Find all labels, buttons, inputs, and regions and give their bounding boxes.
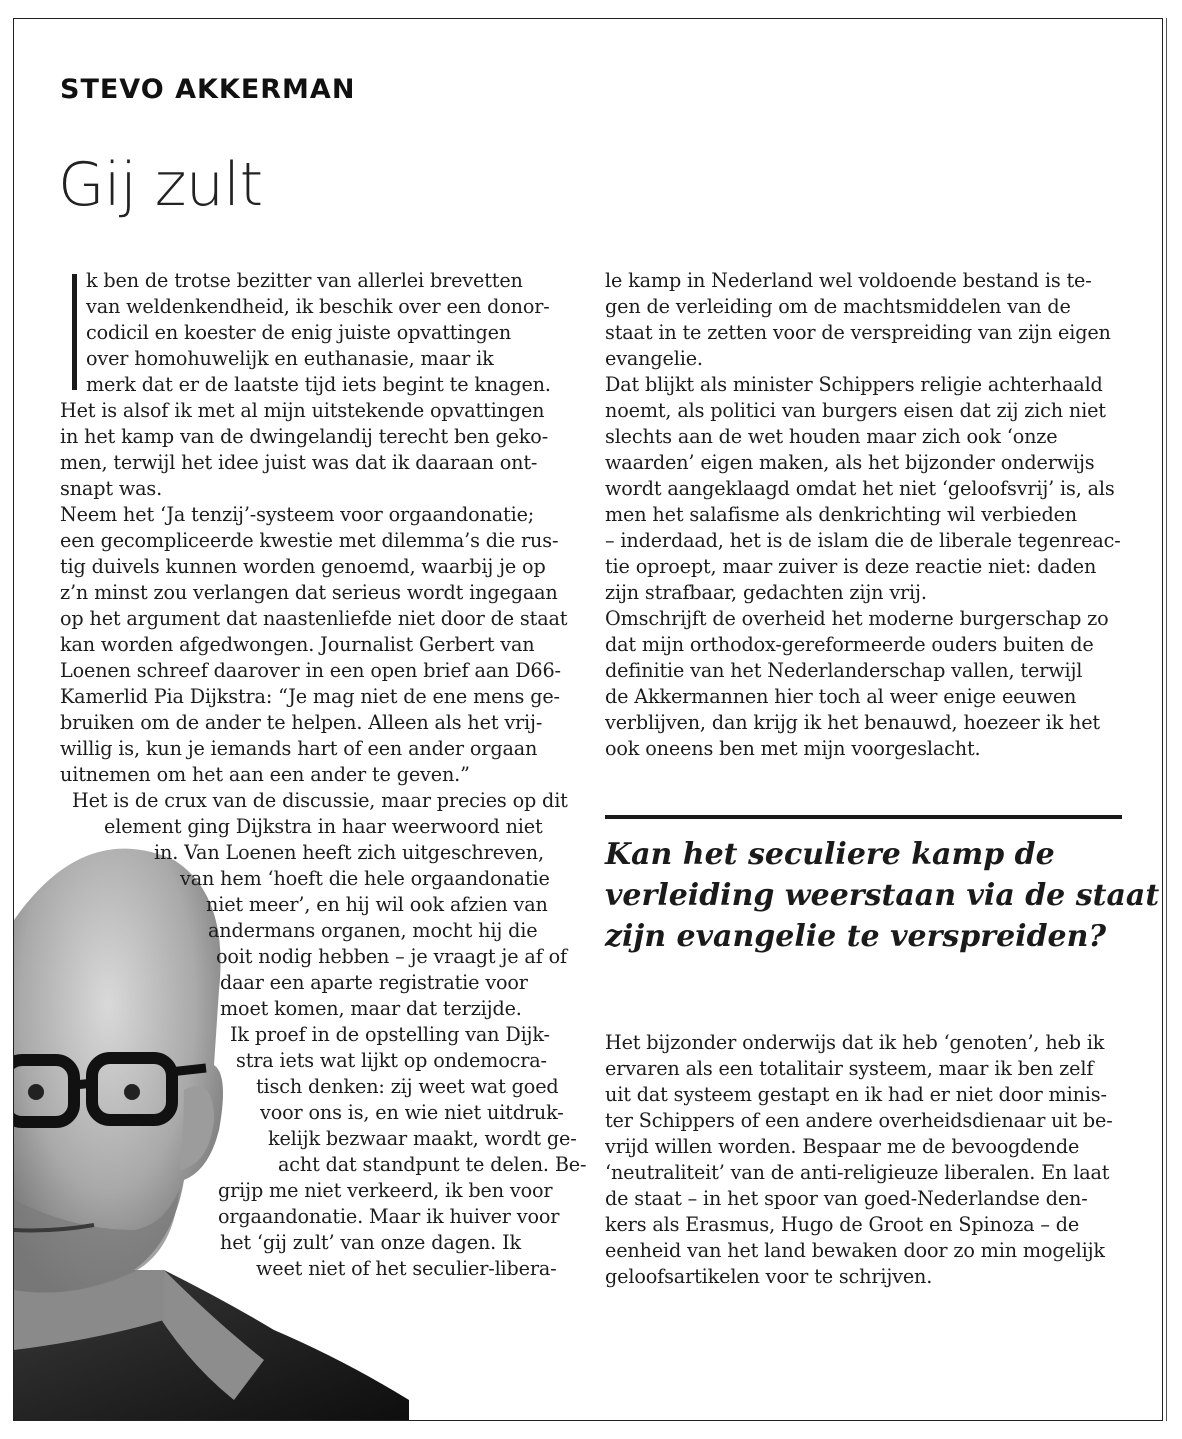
text-line: tie oproept, maar zuiver is deze reactie niet: daden [605,555,1097,578]
text-line: ter Schippers of een andere overheidsdienaar uit be- [605,1109,1113,1132]
text-line: definitie van het Nederlanderschap vallen, terwijl [605,659,1083,682]
text-line: Kamerlid Pia Dijkstra: “Je mag niet de ene mens ge- [60,685,560,708]
page-edge-rule [1166,18,1167,1421]
text-line: element ging Dijkstra in haar weerwoord niet [104,815,543,838]
text-line: staat in te zetten voor de verspreiding van zijn eigen [605,321,1111,344]
pull-quote-line: Kan het seculiere kamp de [605,837,1055,872]
text-line: uit dat systeem gestapt en ik had er niet door minis- [605,1083,1107,1106]
text-line: verblijven, dan krijg ik het benauwd, hoezeer ik het [605,711,1100,734]
text-line: codicil en koester de enig juiste opvattingen [86,321,512,344]
text-line: op het argument dat naastenliefde niet door de staat [60,607,568,630]
text-line: kers als Erasmus, Hugo de Groot en Spinoza – de [605,1213,1080,1236]
text-line: ‘neutraliteit’ van de anti-religieuze liberalen. En laat [605,1161,1110,1184]
text-line: – inderdaad, het is de islam die de liberale tegenreac- [605,529,1121,552]
text-line: eenheid van het land bewaken door zo min mogelijk [605,1239,1105,1262]
text-line: ook oneens ben met mijn voorgeslacht. [605,737,981,760]
text-line: men, terwijl het idee juist was dat ik daaraan ont- [60,451,538,474]
text-line: ervaren als een totalitair systeem, maar ik ben zelf [605,1057,1094,1080]
text-line: kan worden afgedwongen. Journalist Gerbert van [60,633,535,656]
text-line: noemt, als politici van burgers eisen dat zij zich niet [605,399,1106,422]
text-line: vrijd willen worden. Bespaar me de bevoogdende [605,1135,1080,1158]
text-line: merk dat er de laatste tijd iets begint te knagen. [86,373,551,396]
text-line: de Akkermannen hier toch al weer enige eeuwen [605,685,1077,708]
text-line: ooit nodig hebben – je vraagt je af of [216,945,567,968]
text-line: Het is de crux van de discussie, maar precies op dit [72,789,568,812]
pull-quote [605,834,1160,957]
text-line: tisch denken: zij weet wat goed [256,1075,559,1098]
text-line: waarden’ eigen maken, als het bijzonder onderwijs [605,451,1095,474]
text-line: snapt was. [60,477,163,500]
text-line: een gecompliceerde kwestie met dilemma’s die rus- [60,529,559,552]
text-line: andermans organen, mocht hij die [208,919,538,942]
text-line: Neem het ‘Ja tenzij’-systeem voor orgaandonatie; [60,503,535,526]
text-line: uitnemen om het aan een ander te geven.” [60,763,470,786]
text-line: Het is alsof ik met al mijn uitstekende opvattingen [60,399,545,422]
article-title: Gij zult [58,150,263,220]
text-line: zijn strafbaar, gedachten zijn vrij. [605,581,927,604]
text-line: le kamp in Nederland wel voldoende bestand is te- [605,269,1092,292]
text-line: het ‘gij zult’ van onze dagen. Ik [220,1231,521,1254]
text-line: niet meer’, en hij wil ook afzien van [206,893,548,916]
pull-quote-line: zijn evangelie te verspreiden? [605,919,1107,954]
text-line: wordt aangeklaagd omdat het niet ‘geloofsvrij’ is, als [605,477,1115,500]
text-line: de staat – in het spoor van goed-Nederlandse den- [605,1187,1088,1210]
text-line: van weldenkendheid, ik beschik over een donor- [86,295,550,318]
text-line: men het salafisme als denkrichting wil verbieden [605,503,1078,526]
text-line: acht dat standpunt te delen. Be- [278,1153,587,1176]
text-line: Ik proef in de opstelling van Dijk- [230,1023,550,1046]
text-line: in. Van Loenen heeft zich uitgeschreven, [154,841,544,864]
text-line: willig is, kun je iemands hart of een ander orgaan [60,737,538,760]
text-line: van hem ‘hoeft die hele orgaandonatie [180,867,550,890]
text-line: k ben de trotse bezitter van allerlei brevetten [86,269,523,292]
pull-quote-rule [605,815,1122,819]
text-line: tig duivels kunnen worden genoemd, waarbij je op [60,555,546,578]
text-line: in het kamp van de dwingelandij terecht ben geko- [60,425,549,448]
text-line: Omschrijft de overheid het moderne burgerschap zo [605,607,1109,630]
text-line: Loenen schreef daarover in een open brief aan D66- [60,659,561,682]
text-line: slechts aan de wet houden maar zich ook ‘onze [605,425,1058,448]
text-line: kelijk bezwaar maakt, wordt ge- [268,1127,577,1150]
text-line: voor ons is, en wie niet uitdruk- [260,1101,564,1124]
text-line: geloofsartikelen voor te schrijven. [605,1265,933,1288]
text-line: stra iets wat lijkt op ondemocra- [236,1049,547,1072]
text-line: bruiken om de ander te helpen. Alleen als het vrij- [60,711,543,734]
text-line: weet niet of het seculier-libera- [256,1257,557,1280]
text-line: orgaandonatie. Maar ik huiver voor [218,1205,560,1228]
text-line: over homohuwelijk en euthanasie, maar ik [86,347,494,370]
text-line: grijp me niet verkeerd, ik ben voor [218,1179,553,1202]
pull-quote-line: verleiding weerstaan via de staat [605,878,1160,913]
text-line: evangelie. [605,347,703,370]
text-line: moet komen, maar dat terzijde. [220,997,522,1020]
drop-cap-letter [72,274,77,390]
author-name: STEVO AKKERMAN [60,74,356,105]
text-line: gen de verleiding om de machtsmiddelen van de [605,295,1071,318]
text-line: dat mijn orthodox-gereformeerde ouders buiten de [605,633,1094,656]
text-line: daar een aparte registratie voor [220,971,528,994]
text-line: Dat blijkt als minister Schippers religie achterhaald [605,373,1103,396]
text-line: Het bijzonder onderwijs dat ik heb ‘genoten’, heb ik [605,1031,1105,1054]
text-line: z’n minst zou verlangen dat serieus wordt ingegaan [60,581,558,604]
